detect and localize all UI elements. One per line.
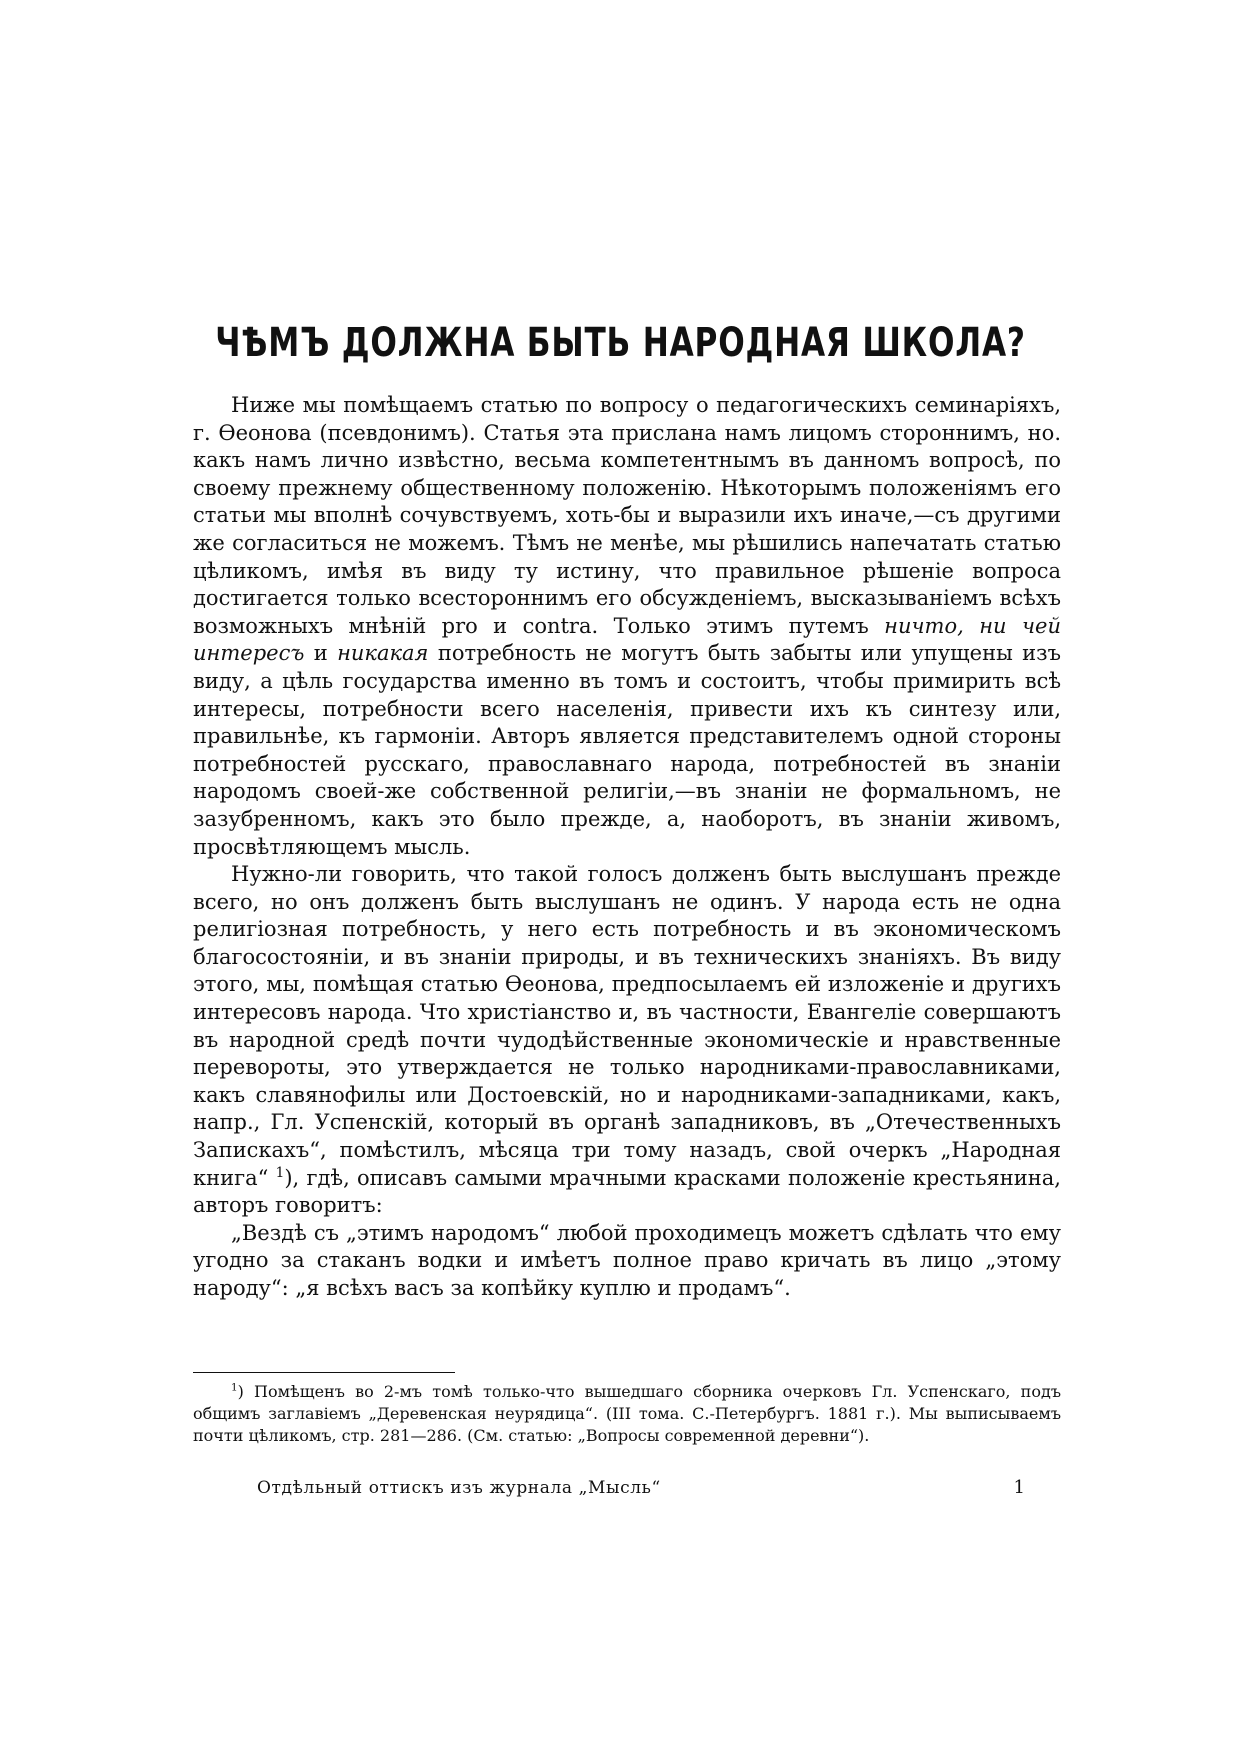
paragraph bbox=[193, 392, 1061, 861]
text-run: и bbox=[304, 641, 338, 666]
source-note: Отдѣльный оттискъ изъ журнала „Мысль“ bbox=[257, 1478, 661, 1498]
page-title: ЧѢМЪ ДОЛЖНА БЫТЬ НАРОДНАЯ ШКОЛА? bbox=[215, 320, 1026, 366]
italic-run: никакая bbox=[337, 641, 429, 666]
article-body bbox=[193, 392, 1061, 1303]
footnote-marker: 1 bbox=[231, 1381, 238, 1394]
page-number: 1 bbox=[1013, 1477, 1025, 1498]
footnote-reference[interactable]: 1 bbox=[275, 1164, 285, 1181]
text-run: Ниже мы помѣщаемъ статью по вопросу о педагогическихъ семинаріяхъ, г. Ѳеонова (псевдонимъ). Статья эта прислана намъ лицомъ стороннимъ, но. какъ намъ лично извѣстно, весьма компетентнымъ въ данномъ вопросѣ, по своему прежнему общественному положенію. Нѣкоторымъ положеніямъ его статьи мы вполнѣ сочувствуемъ, хоть-бы и выразили ихъ иначе,—съ другими же согласиться не можемъ. Тѣмъ не менѣе, мы рѣшились напечатать статью цѣликомъ, имѣя въ виду ту истину, что правильное рѣшеніе вопроса достигается только всестороннимъ его обсужденіемъ, высказываніемъ всѣхъ возможныхъ мнѣній pro и contra. Только этимъ путемъ bbox=[193, 393, 1061, 638]
footnote bbox=[193, 1381, 1061, 1447]
text-run: Нужно-ли говорить, что такой голосъ долженъ быть выслушанъ прежде всего, но онъ долженъ быть выслушанъ не одинъ. У народа есть не одна религіозная потребность, у него есть потребность и въ экономическомъ благосостояніи, и въ знаніи природы, и въ техническихъ знаніяхъ. Въ виду этого, мы, помѣщая статью Ѳеонова, предпосылаемъ ей изложеніе и другихъ интересовъ народа. Что христіанство и, въ частности, Евангеліе совершаютъ въ народной средѣ почти чудодѣйственные экономическіе и нравственные перевороты, это утверждается не только народниками-православниками, какъ славянофилы или Достоевскій, но и народниками-западниками, какъ, напр., Гл. Успенскій, который въ органѣ западниковъ, въ „Отечественныхъ Запискахъ“, помѣстилъ, мѣсяца три тому назадъ, свой очеркъ „Народная книга“ bbox=[193, 862, 1061, 1190]
footnote-divider bbox=[193, 1372, 455, 1373]
text-run: ), гдѣ, описавъ самыми мрачными красками положеніе крестьянина, авторъ говоритъ: bbox=[193, 1165, 1061, 1218]
quote-text: „Вездѣ съ „этимъ народомъ“ любой проходимецъ можетъ сдѣлать что ему угодно за стаканъ водки и имѣетъ полное право кричать въ лицо „этому народу“: „я всѣхъ васъ за копѣйку куплю и продамъ“. bbox=[193, 1220, 1061, 1300]
text-run: потребность не могутъ быть забыты или упущены изъ виду, а цѣль государства именно въ томъ и состоитъ, чтобы примирить всѣ интересы, потребности всего населенія, привести ихъ къ синтезу или, правильнѣе, къ гармоніи. Авторъ является представителемъ одной стороны потребностей русскаго, православнаго народа, потребностей въ знаніи народомъ своей-же собственной религіи,—въ знаніи не формальномъ, не зазубренномъ, какъ это было прежде, а, наоборотъ, въ знаніи живомъ, просвѣтляющемъ мысль. bbox=[193, 641, 1061, 859]
footnote-text: ) Помѣщенъ во 2-мъ томѣ только-что вышедшаго сборника очерковъ Гл. Успенскаго, подъ общимъ заглавіемъ „Деревенская неурядица“. (III тома. С.-Петербургъ. 1881 г.). Мы выписываемъ почти цѣликомъ, стр. 281—286. (См. статью: „Вопросы современной деревни“). bbox=[193, 1382, 1061, 1445]
paragraph bbox=[193, 861, 1061, 1220]
italic-run: ничто, ни чей интересъ bbox=[193, 613, 1061, 666]
paragraph bbox=[193, 1220, 1061, 1303]
